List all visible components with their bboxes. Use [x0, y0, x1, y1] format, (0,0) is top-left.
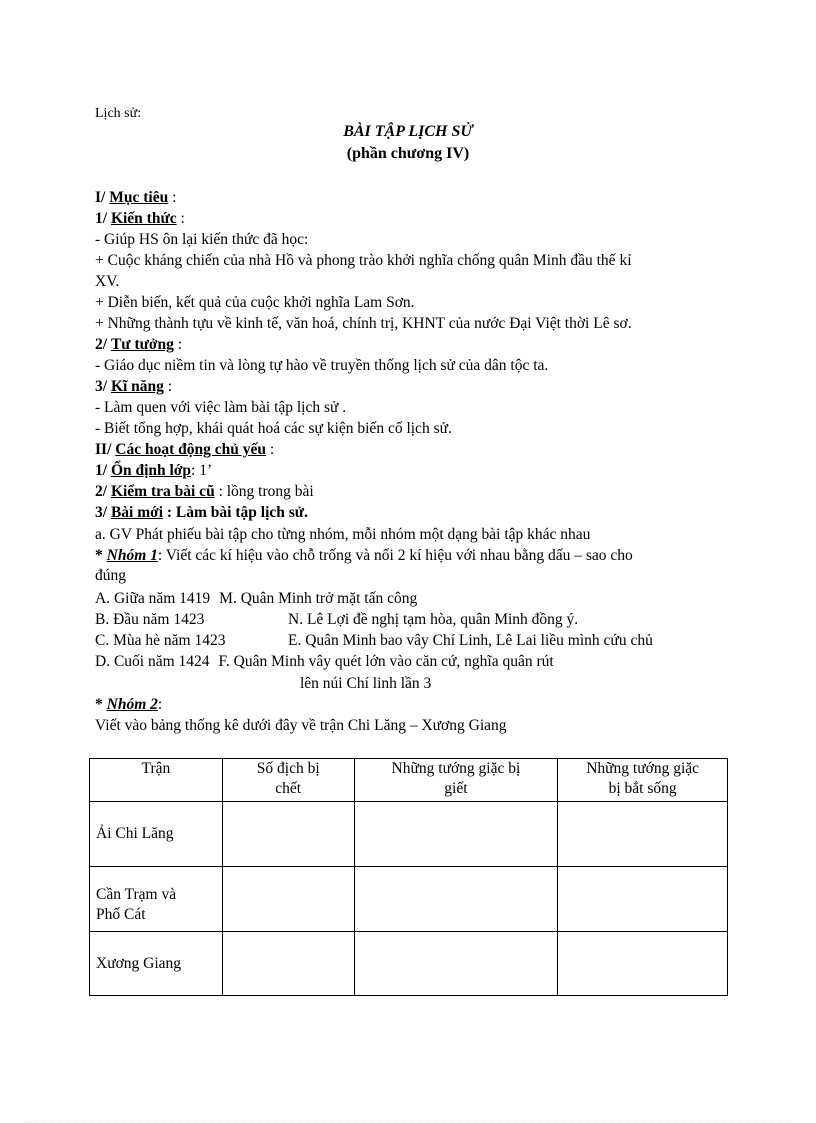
knowledge-line: + Diễn biến, kết quả của cuộc khởi nghĩa Lam Sơn. [95, 294, 415, 311]
section-1-heading [95, 188, 176, 208]
table-row [90, 932, 728, 996]
event-row [95, 610, 578, 630]
skill-line: - Làm quen với việc làm bài tập lịch sử . [95, 399, 347, 416]
step-2-tail: : lồng trong bài [214, 483, 314, 500]
header-cell-generals-captured: Những tướng giặc bị bắt sống [558, 759, 728, 802]
knowledge-number: 1/ [95, 210, 108, 227]
event-continuation: lên núi Chí linh lần 3 [300, 675, 432, 692]
event-right: N. Lê Lợi đề nghị tạm hòa, quân Minh đồng ý. [288, 611, 579, 628]
thought-colon: : [173, 336, 183, 353]
skill-number: 3/ [95, 378, 108, 395]
activity-a-line: a. GV Phát phiếu bài tập cho từng nhóm, mỗi nhóm một dạng bài tập khác nhau [95, 526, 591, 543]
group-2-colon: : [157, 696, 163, 713]
table-row [90, 802, 728, 867]
page-subtitle: (phần chương IV) [346, 145, 470, 162]
table-cell [558, 867, 728, 932]
section-2-colon: : [265, 441, 275, 458]
skill-line: - Biết tổng hợp, khái quát hoá các sự kiện biến cố lịch sử. [95, 420, 452, 437]
group-2-label: Nhóm 2 [106, 696, 158, 713]
header-cell-generals-killed: Những tướng giặc bị giết [354, 759, 558, 802]
step-1-number: 1/ [95, 462, 108, 479]
step-2-title: Kiểm tra bài cũ [110, 483, 215, 500]
section-1-colon: : [168, 189, 177, 206]
thought-number: 2/ [95, 336, 108, 353]
section-2-title: Các hoạt động chủ yếu [115, 441, 266, 458]
table-cell [354, 867, 558, 932]
skill-colon: : [163, 378, 173, 395]
subject-label: Lịch sử: [95, 106, 142, 121]
battle-name-cell: Cần Trạm và Phố Cát [90, 867, 223, 932]
step-1 [95, 461, 212, 481]
group-1-text: : Viết các kí hiệu vào chỗ trống và nối 2 kí hiệu với nhau bằng dấu – sao cho [157, 547, 633, 564]
table-cell [558, 802, 728, 867]
event-right: F. Quân Minh vây quét lớn vào căn cứ, nghĩa quân rút [218, 653, 554, 670]
event-left: D. Cuối năm 1424 [95, 653, 210, 670]
step-3 [95, 503, 308, 523]
thought-title: Tư tưởng [110, 336, 174, 353]
table-cell [558, 932, 728, 996]
step-3-title: Bài mới [110, 504, 164, 521]
knowledge-line: - Giúp HS ôn lại kiến thức đã học: [95, 231, 309, 248]
group-2-star: * [95, 696, 107, 713]
step-2 [95, 482, 314, 502]
page-edge-divider [24, 1121, 792, 1122]
knowledge-line: XV. [95, 273, 120, 290]
step-3-tail: : Làm bài tập lịch sử. [163, 504, 308, 521]
knowledge-line: + Những thành tựu về kinh tế, văn hoá, chính trị, KHNT của nước Đại Việt thời Lê sơ. [95, 315, 632, 332]
group-2-heading [95, 695, 162, 715]
header-cell-battle: Trận [90, 759, 223, 802]
knowledge-heading [95, 209, 185, 229]
battle-name-cell: Xương Giang [90, 932, 223, 996]
event-left: C. Mùa hè năm 1423 [95, 632, 226, 649]
section-2-heading [95, 440, 274, 460]
step-1-title: Ổn định lớp [110, 462, 192, 479]
skill-title: Kĩ năng [110, 378, 164, 395]
knowledge-colon: : [176, 210, 185, 227]
header-cell-enemy-killed: Số địch bị chết [222, 759, 354, 802]
table-header-row [90, 759, 728, 802]
event-left: A. Giữa năm 1419 [95, 590, 211, 607]
section-1-title: Mục tiêu [109, 189, 169, 206]
group-1-text-cont: đúng [95, 567, 126, 584]
battle-name-cell: Ải Chi Lăng [90, 802, 223, 867]
page-title: BÀI TẬP LỊCH SỬ [343, 123, 473, 140]
event-row [95, 652, 554, 672]
event-row [95, 589, 417, 609]
knowledge-line: + Cuộc kháng chiến của nhà Hồ và phong trào khởi nghĩa chống quân Minh đầu thế kỉ [95, 252, 632, 269]
group-2-text: Viết vào bảng thống kê dưới đây về trận Chi Lăng – Xương Giang [95, 717, 507, 734]
event-right: M. Quân Minh trở mặt tấn công [219, 590, 418, 607]
step-3-number: 3/ [95, 504, 108, 521]
event-left: B. Đầu năm 1423 [95, 611, 205, 628]
section-2-number: II/ [95, 441, 112, 458]
table-cell [222, 867, 354, 932]
battle-statistics-table [89, 758, 728, 996]
step-1-tail: : 1’ [191, 462, 213, 479]
table-cell [354, 932, 558, 996]
group-1-label: Nhóm 1 [106, 547, 158, 564]
event-row [95, 631, 653, 651]
table-cell [222, 932, 354, 996]
thought-line: - Giáo dục niềm tin và lòng tự hào về truyền thống lịch sử của dân tộc ta. [95, 357, 549, 374]
table-row [90, 867, 728, 932]
section-1-number: I/ [95, 189, 106, 206]
table-cell [354, 802, 558, 867]
thought-heading [95, 335, 182, 355]
event-right: E. Quân Minh bao vây Chí Linh, Lê Lai liều mình cứu chủ [288, 632, 653, 649]
table-cell [222, 802, 354, 867]
skill-heading [95, 377, 172, 397]
step-2-number: 2/ [95, 483, 108, 500]
group-1-star: * [95, 547, 107, 564]
group-1-heading [95, 546, 633, 566]
knowledge-title: Kiến thức [110, 210, 177, 227]
